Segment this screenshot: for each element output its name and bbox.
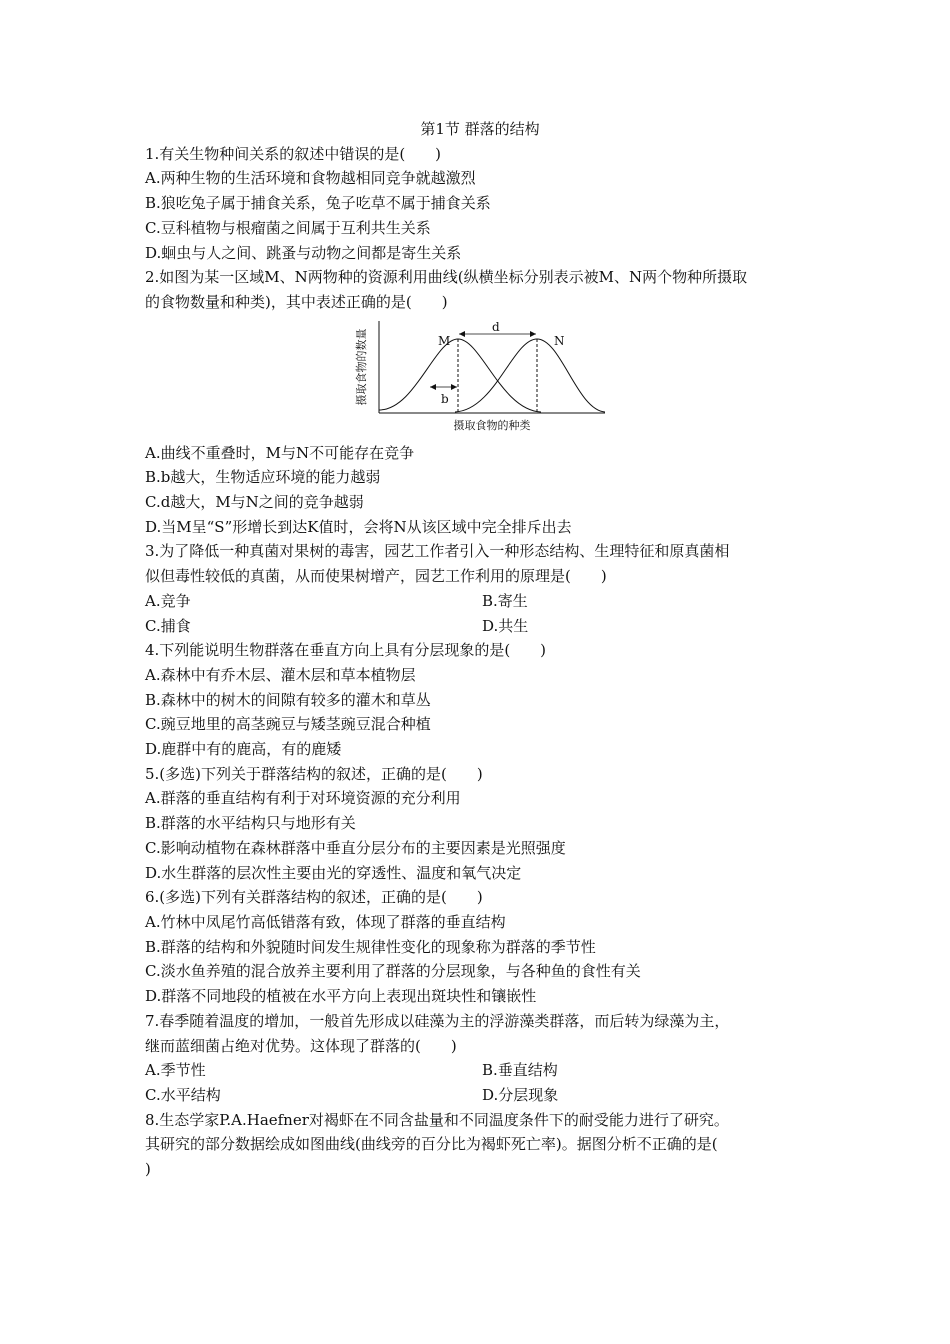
question-5-option-c: C.影响动植物在森林群落中垂直分层分布的主要因素是光照强度 [145, 838, 566, 857]
x-axis-label: 摄取食物的种类 [453, 418, 531, 432]
d-label: d [492, 319, 500, 334]
question-8-stem-line-3: ) [145, 1160, 151, 1179]
question-6-stem: 6.(多选)下列有关群落结构的叙述，正确的是( ) [145, 888, 483, 907]
question-2-stem-line-2: 的食物数量和种类)，其中表述正确的是( ) [145, 292, 448, 311]
d-arrow-right-head [530, 331, 536, 337]
b-arrow-right-head [451, 384, 457, 390]
question-4-option-c: C.豌豆地里的高茎豌豆与矮茎豌豆混合种植 [145, 715, 431, 734]
question-2-stem-line-1: 2.如图为某一区域M、N两物种的资源利用曲线(纵横坐标分别表示被M、N两个物种所摄取 [145, 268, 748, 287]
page-title: 第1节 群落的结构 [420, 120, 540, 138]
question-1-option-d: D.蛔虫与人之间、跳蚤与动物之间都是寄生关系 [145, 243, 462, 262]
question-1-stem: 1.有关生物种间关系的叙述中错误的是( ) [145, 144, 442, 163]
question-1-option-c: C.豆科植物与根瘤菌之间属于互利共生关系 [145, 218, 431, 237]
resource-curve-diagram [355, 317, 605, 437]
question-4-stem: 4.下列能说明生物群落在垂直方向上具有分层现象的是( ) [145, 641, 547, 660]
question-8-stem-line-1: 8.生态学家P.A.Haefner对褐虾在不同含盐量和不同温度条件下的耐受能力进行了研究。 [145, 1110, 729, 1129]
question-3-options-row-2 [145, 614, 815, 639]
question-5-stem: 5.(多选)下列关于群落结构的叙述，正确的是( ) [145, 764, 483, 783]
question-7-option-b: B.垂直结构 [482, 1061, 558, 1080]
b-arrow-left-head [430, 384, 436, 390]
question-3-stem-line-2: 似但毒性较低的真菌，从而使果树增产，园艺工作利用的原理是( ) [145, 567, 607, 586]
question-7-options-row-2 [145, 1083, 815, 1108]
d-arrow-left-head [459, 331, 465, 337]
curve-n [455, 339, 605, 412]
question-4-option-a: A.森林中有乔木层、灌木层和草本植物层 [145, 665, 416, 684]
question-2-option-d: D.当M呈“S”形增长到达K值时，会将N从该区域中完全排斥出去 [145, 517, 572, 536]
question-5-option-b: B.群落的水平结构只与地形有关 [145, 814, 356, 833]
question-7-option-a: A.季节性 [145, 1061, 206, 1080]
curve-m [379, 339, 541, 412]
question-3-option-c: C.捕食 [145, 616, 191, 635]
b-label: b [441, 391, 449, 406]
question-7-option-d: D.分层现象 [482, 1085, 559, 1104]
question-2-option-c: C.d越大，M与N之间的竞争越弱 [145, 493, 364, 512]
question-6-option-a: A.竹林中凤尾竹高低错落有致，体现了群落的垂直结构 [145, 912, 506, 931]
question-5-option-d: D.水生群落的层次性主要由光的穿透性、温度和氧气决定 [145, 863, 522, 882]
question-4-option-d: D.鹿群中有的鹿高，有的鹿矮 [145, 740, 342, 759]
question-7-stem-line-1: 7.春季随着温度的增加，一般首先形成以硅藻为主的浮游藻类群落，而后转为绿藻为主， [145, 1011, 730, 1030]
question-1-option-b: B.狼吃兔子属于捕食关系，兔子吃草不属于捕食关系 [145, 194, 491, 213]
question-3-option-d: D.共生 [482, 616, 529, 635]
question-6-option-c: C.淡水鱼养殖的混合放养主要利用了群落的分层现象，与各种鱼的食性有关 [145, 962, 641, 981]
question-1-option-a: A.两种生物的生活环境和食物越相同竞争就越激烈 [145, 169, 476, 188]
resource-utilization-figure [145, 317, 815, 437]
question-6-option-b: B.群落的结构和外貌随时间发生规律性变化的现象称为群落的季节性 [145, 937, 596, 956]
question-6-option-d: D.群落不同地段的植被在水平方向上表现出斑块性和镶嵌性 [145, 987, 537, 1006]
question-3-options-row-1 [145, 589, 815, 614]
question-7-option-c: C.水平结构 [145, 1085, 221, 1104]
question-5-option-a: A.群落的垂直结构有利于对环境资源的充分利用 [145, 789, 461, 808]
question-8-stem-line-2: 其研究的部分数据绘成如图曲线(曲线旁的百分比为褐虾死亡率)。据图分析不正确的是( [145, 1135, 718, 1154]
question-2-option-b: B.b越大，生物适应环境的能力越弱 [145, 468, 381, 487]
question-3-option-a: A.竞争 [145, 591, 191, 610]
question-7-options-row-1 [145, 1058, 815, 1083]
question-3-option-b: B.寄生 [482, 591, 528, 610]
worksheet-page [145, 117, 815, 1182]
question-4-option-b: B.森林中的树木的间隙有较多的灌木和草丛 [145, 690, 431, 709]
curve-n-label: N [554, 333, 565, 348]
question-3-stem-line-1: 3.为了降低一种真菌对果树的毒害，园艺工作者引入一种形态结构、生理特征和原真菌相 [145, 542, 730, 561]
curve-m-label: M [438, 333, 451, 348]
y-axis-label: 摄取食物的数量 [355, 328, 368, 406]
question-7-stem-line-2: 继而蓝细菌占绝对优势。这体现了群落的( ) [145, 1036, 457, 1055]
question-2-option-a: A.曲线不重叠时，M与N不可能存在竞争 [145, 443, 415, 462]
